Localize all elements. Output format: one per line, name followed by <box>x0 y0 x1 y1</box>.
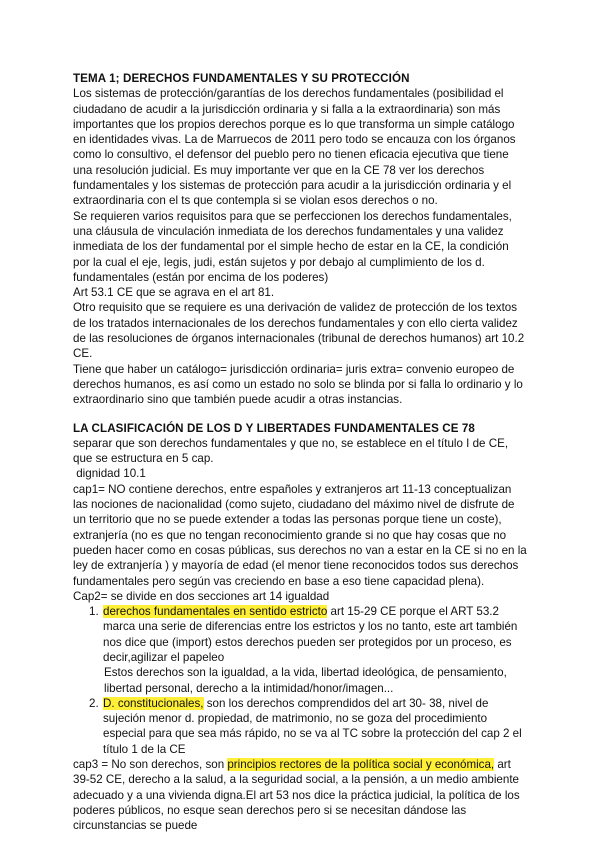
section-line-1: separar que son derechos fundamentales y que no, se establece en el título I de CE, que se estructura en 5 cap. <box>73 436 509 466</box>
section-line-4: Cap2= se divide en dos secciones art 14 igualdad <box>73 589 330 603</box>
rights-list <box>73 604 528 757</box>
highlighted-term: D. constitucionales, <box>103 696 204 710</box>
highlighted-term: derechos fundamentales en sentido estricto <box>103 605 328 619</box>
list-item-extra: Estos derechos son la igualdad, a la vida, libertad ideológica, de pensamiento, libertad personal, derecho a la intimidad/honor/imagen... <box>104 666 507 695</box>
list-item-number: 2. <box>89 696 99 710</box>
page-title: TEMA 1; DERECHOS FUNDAMENTALES Y SU PROTECCIÓN <box>73 72 410 85</box>
list-item-text: son los derechos comprendidos del art 30- 38, nivel de sujeción menor d. propiedad, de matrimonio, no se goza del procedimiento especial para que sea más rápido, no se va al TC sobre la protección del cap 2 el título 1 de la CE <box>103 696 522 756</box>
cap3-text-after: art 39-52 CE, derecho a la salud, a la seguridad social, a la pensión, a un medio ambiente adecuado y a una vivienda digna.El art 53 nos dice la práctica judicial, la política de los poderes públicos, no esque sean derechos pero si se necesitan dándose las circunstancias se puede <box>73 758 520 833</box>
section-line-3: cap1= NO contiene derechos, entre españoles y extranjeros art 11-13 conceptualizan las nociones de nacionalidad (como sujeto, ciudadano del máximo nivel de disfrute de un territorio que no se puede extender a todas las personas porque tiene un coste), extranjería (no es que no tengan reconocimiento grande si no que hay cosas que no pueden hacer como en cosas públicas, sus derechos no van a estar en la CE si no en la ley de extranjería ) y mayoría de edad (el menor tiene reconocidos todos sus derechos fundamentales pero según vas creciendo en base a eso tiene capacidad plena). <box>73 482 527 588</box>
cap3-text-before: cap3 = No son derechos, son <box>73 758 228 772</box>
list-item <box>73 696 528 757</box>
intro-paragraph-4: Otro requisito que se requiere es una derivación de validez de protección de los textos de los tratados internacionales de los derechos fundamentales y con ello cierta validez de las resoluciones de órganos internacionales (tribunal de derechos humanos) art 10.2 CE. <box>73 301 525 361</box>
list-item <box>73 604 528 696</box>
document-content <box>73 71 528 834</box>
section-line-2: dignidad 10.1 <box>73 467 146 481</box>
intro-paragraph-3: Art 53.1 CE que se agrava en el art 81. <box>73 286 275 300</box>
intro-paragraph-5: Tiene que haber un catálogo= jurisdicción ordinaria= juris extra= convenio europeo de derechos humanos, es así como un estado no solo se blinda por si falla lo ordinario y lo extraordinario sino que también puede acudir a otras instancias. <box>73 362 523 407</box>
section-heading: LA CLASIFICACIÓN DE LOS D Y LIBERTADES FUNDAMENTALES CE 78 <box>73 421 475 435</box>
intro-paragraph-2: Se requieren varios requisitos para que se perfeccionen los derechos fundamentales, una cláusula de vinculación inmediata de los derechos fundamentales y una validez inmediata de los der fundamental por el simple hecho de estar en la CE, la condición por la cual el eje, legis, judi, están sujetos y por debajo al cumplimiento de los d. fundamentales (están por encima de los poderes) <box>73 209 512 284</box>
cap3-paragraph <box>73 757 528 833</box>
list-item-number: 1. <box>89 605 99 619</box>
list-item-text: art 15-29 CE porque el ART 53.2 marca una serie de diferencias entre los estrictos y los no tanto, este art también nos dice que (import) estos derechos pueden ser protegidos por un proceso, es decir,agilizar el papeleo <box>103 605 518 664</box>
intro-paragraph-1: Los sistemas de protección/garantías de los derechos fundamentales (posibilidad el ciudadano de acudir a la jurisdicción ordinaria y si falla a la extraordinaria) son más importantes que los propios derechos porque es lo que transforma un simple catálogo en identidades vivas. La de Marruecos de 2011 pero todo se encauza con los órganos como lo consultivo, el defensor del pueblo pero no tienen eficacia ejecutiva que tiene una resolución judicial. Es muy importante ver que en la CE 78 ver los derechos fundamentales y los sistemas de protección para acudir a la jurisdicción ordinaria y el extraordinaria con el ts que contempla si se violan esos derechos o no. <box>73 87 516 208</box>
highlighted-term: principios rectores de la política social y económica, <box>227 758 495 772</box>
